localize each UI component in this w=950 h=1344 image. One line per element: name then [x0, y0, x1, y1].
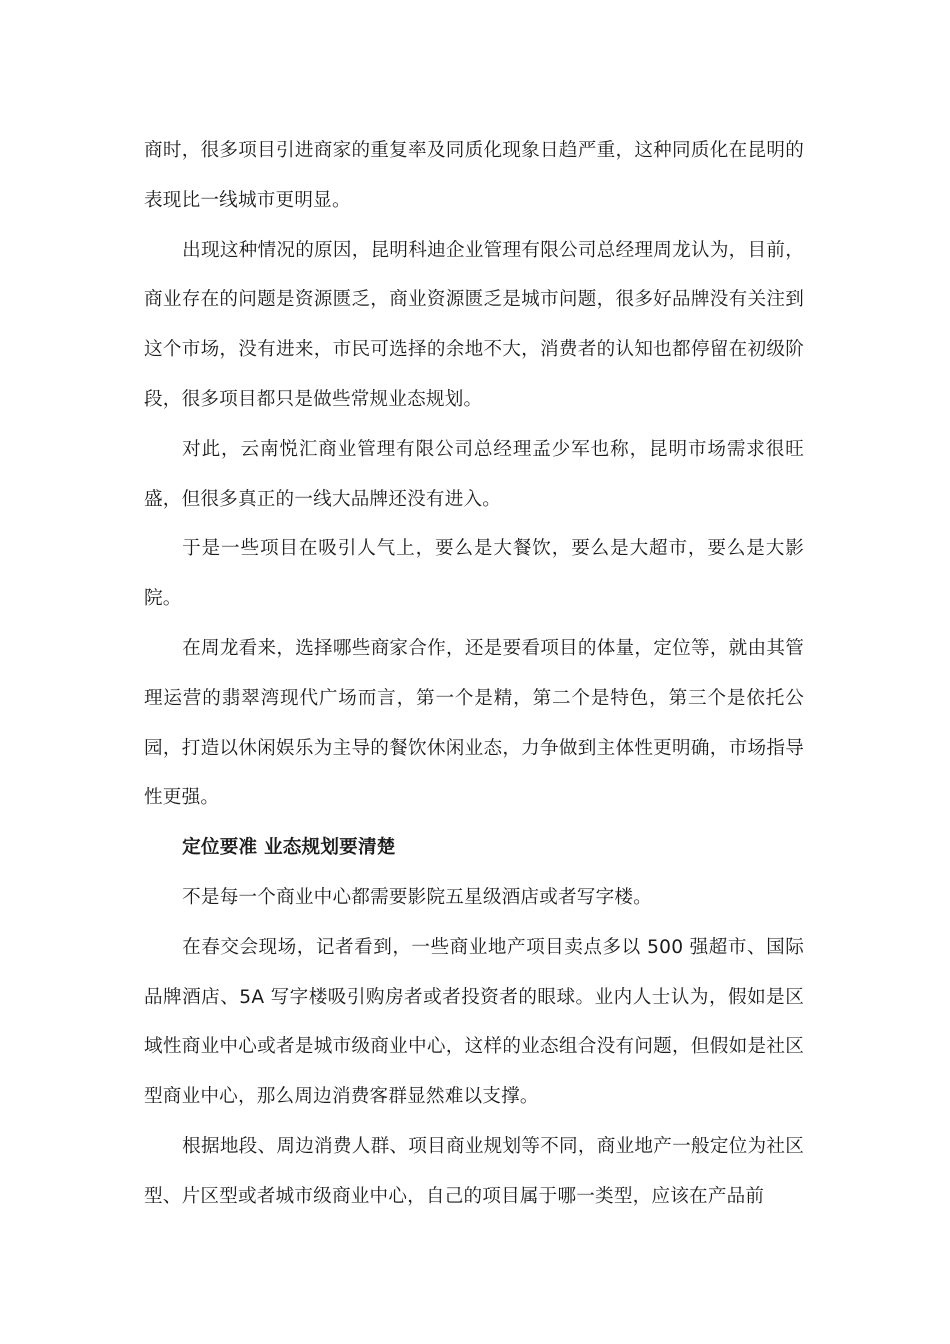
paragraph: 商时，很多项目引进商家的重复率及同质化现象日趋严重，这种同质化在昆明的表现比一线城市更明显。 — [144, 140, 804, 211]
paragraph: 于是一些项目在吸引人气上，要么是大餐饮，要么是大超市，要么是大影院。 — [144, 538, 804, 610]
section-heading: 定位要准 业态规划要清楚 — [182, 837, 396, 859]
paragraph: 对此，云南悦汇商业管理有限公司总经理孟少军也称，昆明市场需求很旺盛，但很多真正的一线大品牌还没有进入。 — [144, 438, 804, 510]
paragraph: 不是每一个商业中心都需要影院五星级酒店或者写字楼。 — [182, 886, 652, 908]
document-body — [144, 126, 804, 1222]
paragraph: 在春交会现场，记者看到，一些商业地产项目卖点多以 500 强超市、国际品牌酒店、5A 写字楼吸引购房者或者投资者的眼球。业内人士认为，假如是区域性商业中心或者是城市级商业中心，这样的业态组合没有问题，但假如是社区型商业中心，那么周边消费客群显然难以支撑。 — [144, 936, 804, 1108]
paragraph: 在周龙看来，选择哪些商家合作，还是要看项目的体量，定位等，就由其管理运营的翡翠湾现代广场而言，第一个是精，第二个是特色，第三个是依托公园，打造以休闲娱乐为主导的餐饮休闲业态，力争做到主体性更明确，市场指导性更强。 — [144, 637, 804, 809]
paragraph: 出现这种情况的原因，昆明科迪企业管理有限公司总经理周龙认为，目前，商业存在的问题是资源匮乏，商业资源匮乏是城市问题，很多好品牌没有关注到这个市场，没有进来，市民可选择的余地不大，消费者的认知也都停留在初级阶段，很多项目都只是做些常规业态规划。 — [144, 239, 804, 410]
paragraph: 根据地段、周边消费人群、项目商业规划等不同，商业地产一般定位为社区型、片区型或者城市级商业中心，自己的项目属于哪一类型，应该在产品前 — [144, 1135, 804, 1207]
